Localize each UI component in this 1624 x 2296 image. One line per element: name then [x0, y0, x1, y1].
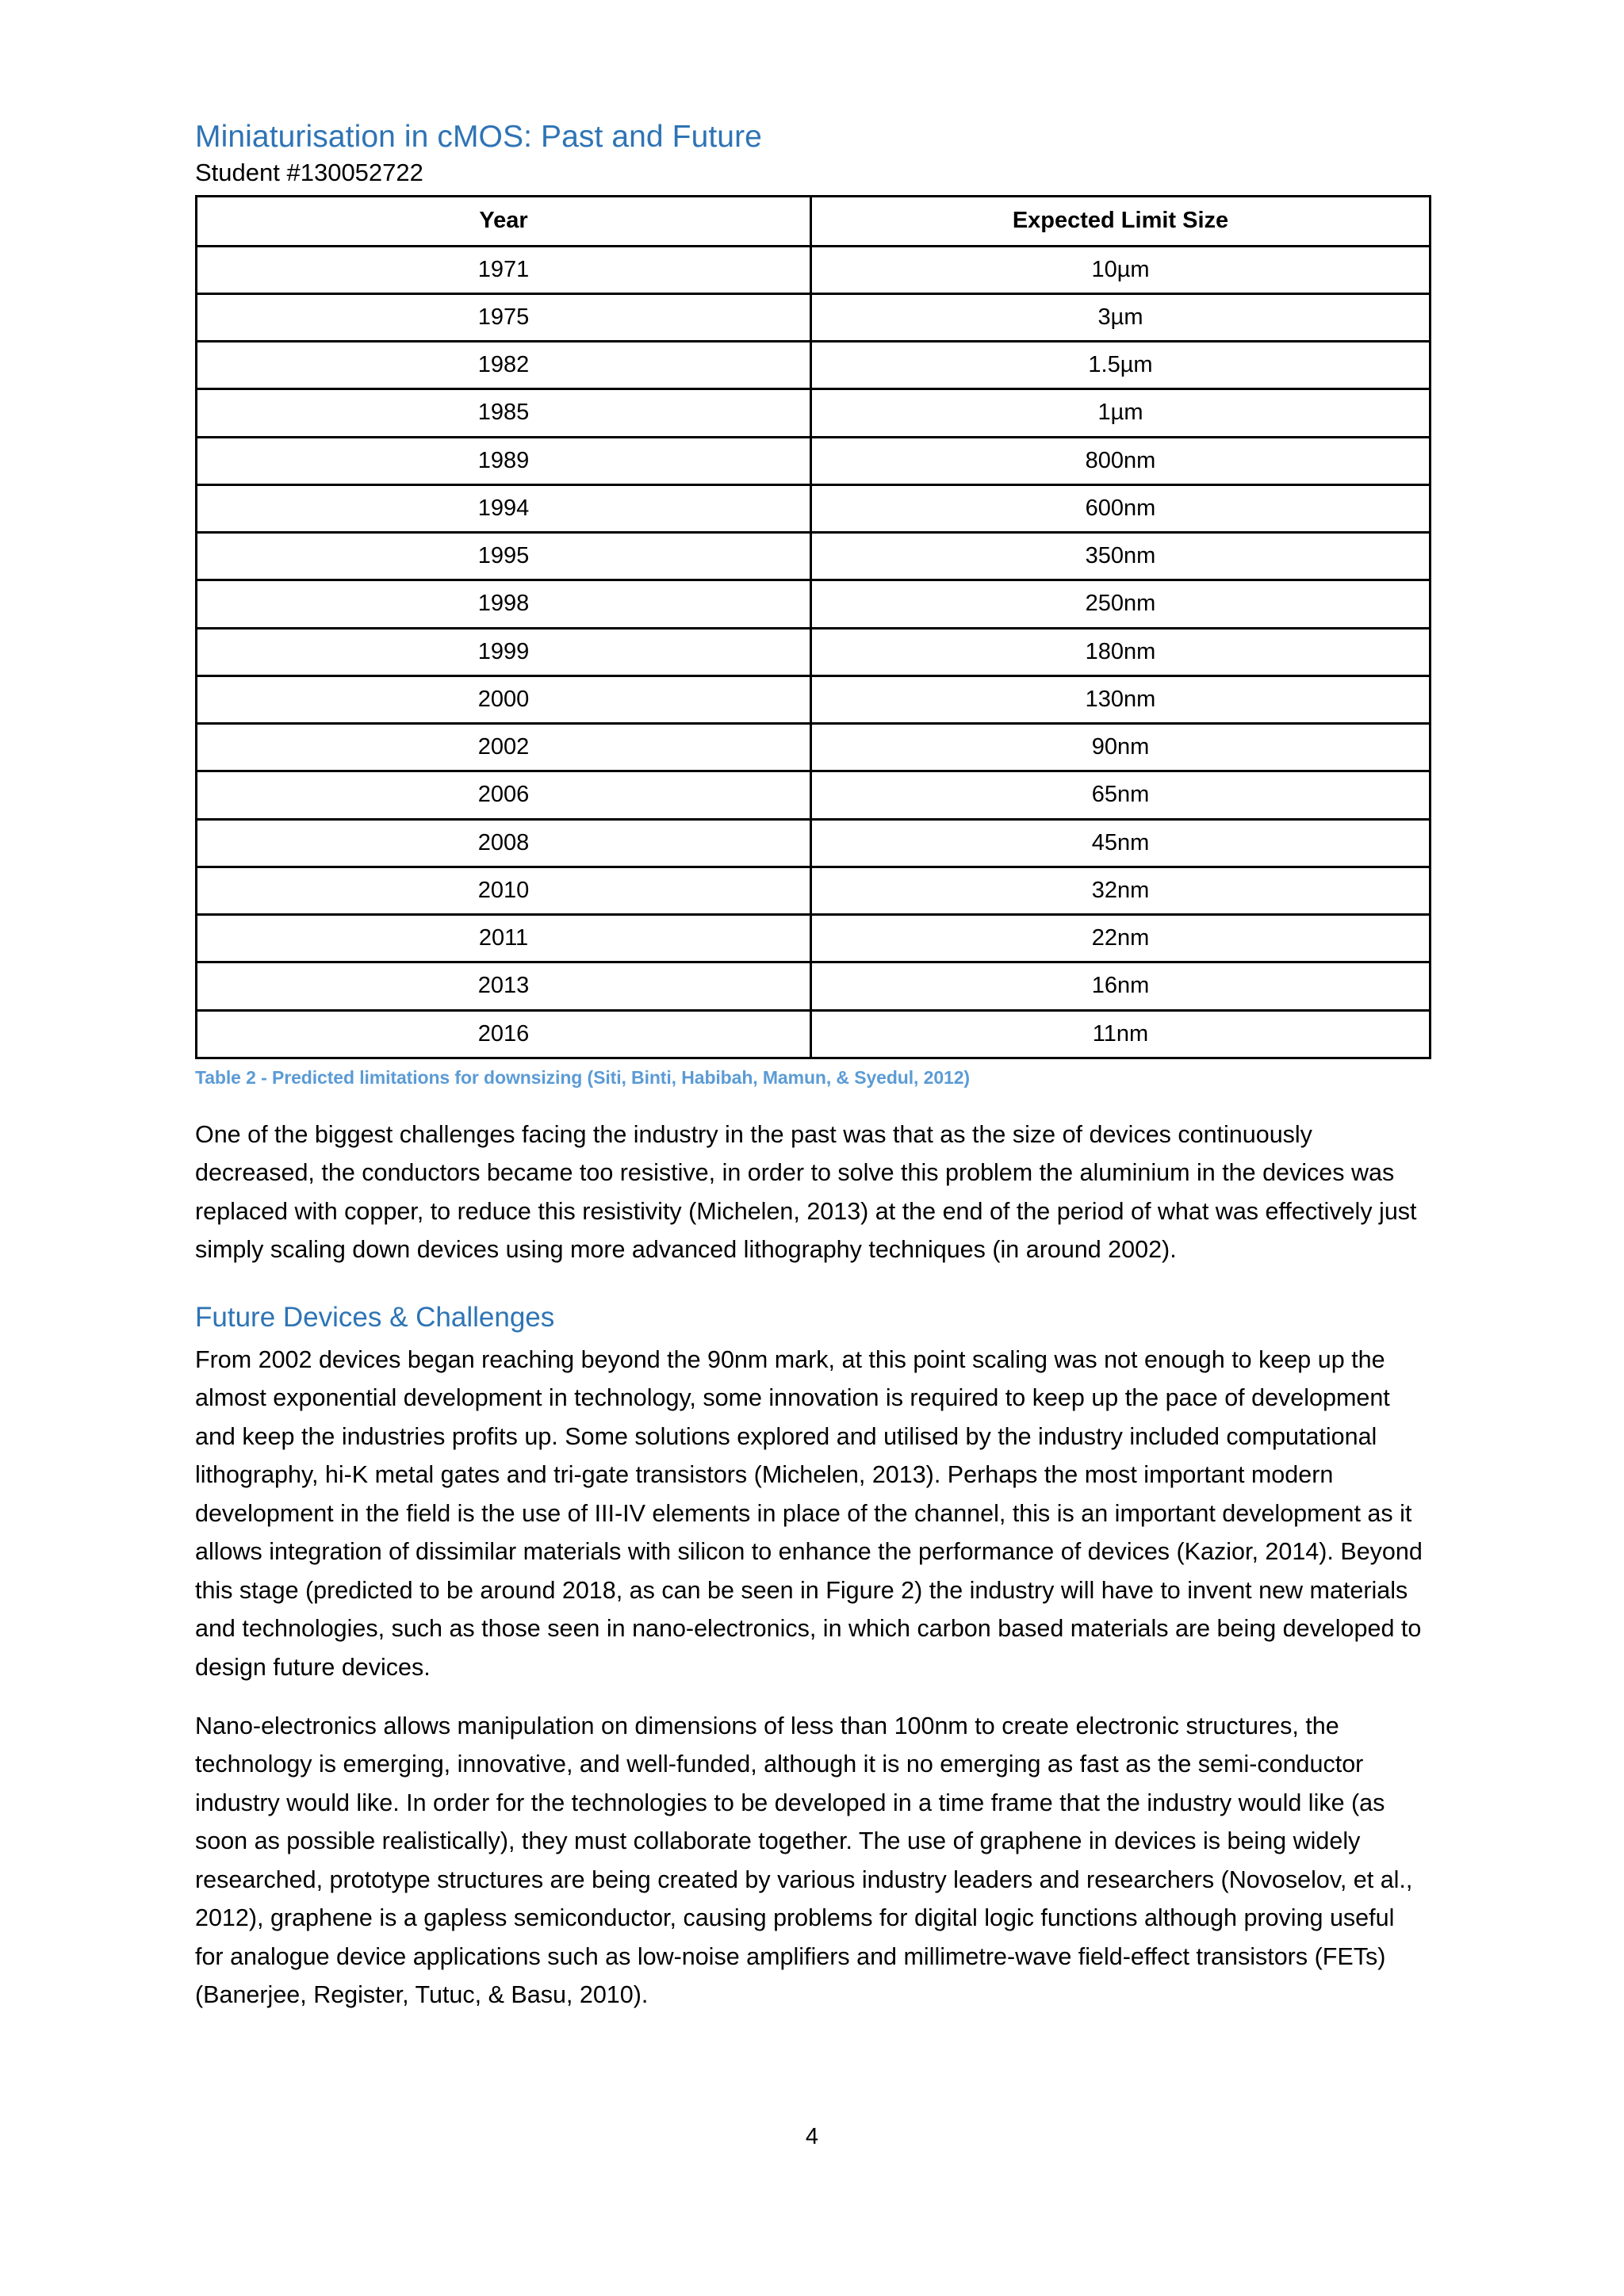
- table-row: [197, 389, 1431, 437]
- cell-year: 1994: [197, 484, 811, 532]
- table-row: [197, 580, 1431, 628]
- table-row: [197, 246, 1431, 293]
- cell-size: 90nm: [811, 724, 1431, 771]
- cell-size: 180nm: [811, 628, 1431, 675]
- section-heading-future-devices: Future Devices & Challenges: [195, 1301, 555, 1333]
- table-row: [197, 1010, 1431, 1058]
- paragraph-challenges: One of the biggest challenges facing the industry in the past was that as the size of devices continuously decreased, the conductors became too resistive, in order to solve this problem the aluminium in the devices was replaced with copper, to reduce this resistivity (Michelen, 2013) at the end of the period of what was effectively just simply scaling down devices using more advanced lithography techniques (in around 2002).: [195, 1120, 1417, 1264]
- cell-year: 2013: [197, 962, 811, 1010]
- cell-year: 2000: [197, 675, 811, 723]
- cell-size: 3µm: [811, 293, 1431, 341]
- cell-size: 45nm: [811, 819, 1431, 867]
- cell-size: 10µm: [811, 246, 1431, 293]
- table-row: [197, 484, 1431, 532]
- page-title: Miniaturisation in cMOS: Past and Future: [195, 120, 762, 154]
- cell-size: 350nm: [811, 533, 1431, 580]
- cell-size: 22nm: [811, 915, 1431, 962]
- cell-size: 65nm: [811, 771, 1431, 819]
- cell-year: 2010: [197, 867, 811, 914]
- table-row: [197, 533, 1431, 580]
- table-body: [197, 246, 1431, 1058]
- table-row: [197, 962, 1431, 1010]
- cell-year: 1989: [197, 437, 811, 484]
- paragraph-future-devices: From 2002 devices began reaching beyond the 90nm mark, at this point scaling was not enough to keep up the almost exponential development in technology, some innovation is required to keep up the pace of development and keep the industries profits up. Some solutions explored and utilised by the industry included computational lithography, hi-K metal gates and tri-gate transistors (Michelen, 2013). Perhaps the most important modern development in the field is the use of III-IV elements in place of the channel, this is an important development as it allows integration of dissimilar materials with silicon to enhance the performance of devices (Kazior, 2014). Beyond this stage (predicted to be around 2018, as can be seen in Figure 2) the industry will have to invent new materials and technologies, such as those seen in nano-electronics, in which carbon based materials are being developed to design future devices.: [195, 1345, 1423, 1681]
- table-row: [197, 724, 1431, 771]
- cell-size: 11nm: [811, 1010, 1431, 1058]
- student-id-line: Student #130052722: [195, 159, 423, 187]
- cell-year: 1999: [197, 628, 811, 675]
- cell-year: 1982: [197, 342, 811, 389]
- table-row: [197, 915, 1431, 962]
- table-row: [197, 293, 1431, 341]
- table-row: [197, 867, 1431, 914]
- table-row: [197, 819, 1431, 867]
- table-caption: Table 2 - Predicted limitations for downsizing (Siti, Binti, Habibah, Mamun, & Syedul, 2012): [195, 1066, 970, 1088]
- cell-year: 2016: [197, 1010, 811, 1058]
- cell-year: 1975: [197, 293, 811, 341]
- predicted-limits-table: [195, 195, 1431, 1059]
- cell-size: 130nm: [811, 675, 1431, 723]
- cell-size: 600nm: [811, 484, 1431, 532]
- column-header-year: Year: [197, 197, 811, 246]
- cell-year: 2008: [197, 819, 811, 867]
- cell-size: 16nm: [811, 962, 1431, 1010]
- cell-size: 32nm: [811, 867, 1431, 914]
- cell-size: 250nm: [811, 580, 1431, 628]
- table-row: [197, 437, 1431, 484]
- cell-year: 1995: [197, 533, 811, 580]
- table-row: [197, 628, 1431, 675]
- cell-year: 1971: [197, 246, 811, 293]
- cell-year: 1985: [197, 389, 811, 437]
- table-row: [197, 771, 1431, 819]
- cell-year: 2011: [197, 915, 811, 962]
- table-row: [197, 342, 1431, 389]
- cell-year: 2006: [197, 771, 811, 819]
- page-number: 4: [805, 2124, 819, 2149]
- cell-year: 2002: [197, 724, 811, 771]
- column-header-expected-limit-size: Expected Limit Size: [811, 197, 1431, 246]
- cell-size: 1.5µm: [811, 342, 1431, 389]
- page-content: [195, 119, 1429, 2015]
- table-row: [197, 675, 1431, 723]
- cell-size: 800nm: [811, 437, 1431, 484]
- paragraph-nano-electronics: Nano-electronics allows manipulation on dimensions of less than 100nm to create electronic structures, the technology is emerging, innovative, and well-funded, although it is no emerging as fast as the semi-conductor industry would like. In order for the technologies to be developed in a time frame that the industry would like (as soon as possible realistically), they must collaborate together. The use of graphene in devices is being widely researched, prototype structures are being created by various industry leaders and researchers (Novoselov, et al., 2012), graphene is a gapless semiconductor, causing problems for digital logic functions although proving useful for analogue device applications such as low-noise amplifiers and millimetre-wave field-effect transistors (FETs) (Banerjee, Register, Tutuc, & Basu, 2010).: [195, 1712, 1413, 2009]
- cell-year: 1998: [197, 580, 811, 628]
- table-header-row: [197, 197, 1431, 246]
- cell-size: 1µm: [811, 389, 1431, 437]
